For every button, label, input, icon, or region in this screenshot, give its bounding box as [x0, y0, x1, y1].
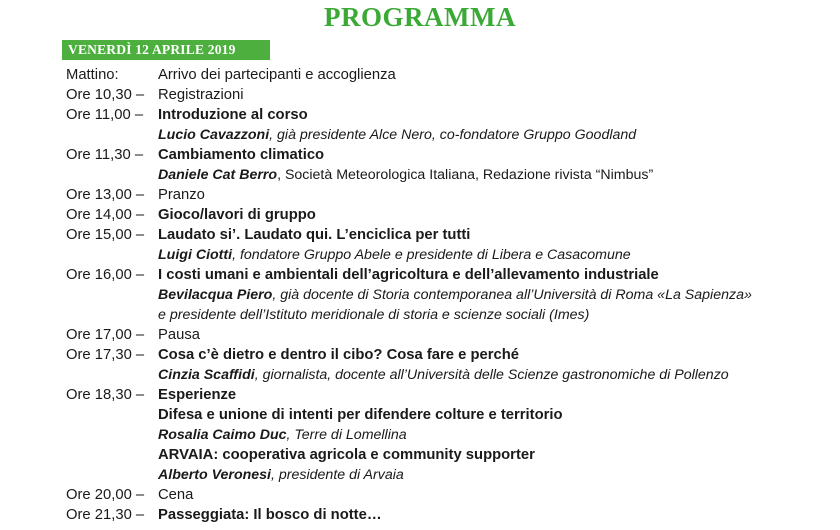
schedule-time: Mattino:: [66, 67, 119, 83]
schedule-row: [66, 65, 836, 85]
page-title: PROGRAMMA: [324, 2, 516, 32]
speaker-line: [158, 285, 752, 305]
speaker-role: , Società Meteorologica Italiana, Redazione rivista “Nimbus”: [277, 167, 654, 183]
speaker-name: Lucio Cavazzoni: [158, 127, 270, 143]
speaker-row: [66, 125, 836, 145]
schedule-event: Pranzo: [158, 187, 205, 203]
speaker-name: Luigi Ciotti: [158, 247, 233, 263]
speaker-row: [66, 285, 836, 305]
schedule-row: [66, 485, 836, 505]
schedule-event: Laudato si’. Laudato qui. L’enciclica per tutti: [158, 227, 471, 243]
schedule-time: Ore 17,30 –: [66, 347, 145, 363]
schedule-time: Ore 17,00 –: [66, 327, 145, 343]
speaker-row: [66, 305, 836, 325]
speaker-role: , Terre di Lomellina: [286, 427, 407, 443]
speaker-row: [66, 465, 836, 485]
speaker-role: e presidente dell’Istituto meridionale di storia e scienze sociali (Imes): [158, 307, 590, 323]
speaker-line: [158, 245, 631, 265]
speaker-row: [66, 365, 836, 385]
schedule-time: Ore 20,00 –: [66, 487, 145, 503]
speaker-row: [66, 165, 836, 185]
speaker-name: Alberto Veronesi: [158, 467, 272, 483]
speaker-line: [158, 165, 653, 185]
schedule-row: [66, 265, 836, 285]
schedule-event: Registrazioni: [158, 87, 244, 103]
schedule-event: Arrivo dei partecipanti e accoglienza: [158, 67, 396, 83]
speaker-row: [66, 245, 836, 265]
day-banner: VENERDÌ 12 APRILE 2019: [62, 40, 270, 60]
speaker-line: [158, 125, 636, 145]
schedule-time: Ore 18,30 –: [66, 387, 145, 403]
schedule-event: Introduzione al corso: [158, 107, 308, 123]
schedule-time: Ore 13,00 –: [66, 187, 145, 203]
schedule-event: Gioco/lavori di gruppo: [158, 207, 316, 223]
speaker-line: [158, 365, 729, 385]
schedule: [66, 65, 836, 525]
schedule-row: [66, 325, 836, 345]
schedule-row: [66, 405, 836, 425]
speaker-name: Cinzia Scaffidi: [158, 367, 255, 383]
schedule-row: [66, 145, 836, 165]
schedule-row: [66, 185, 836, 205]
speaker-role: , giornalista, docente all’Università delle Scienze gastronomiche di Pollenzo: [254, 367, 729, 383]
schedule-time: Ore 11,00 –: [66, 107, 144, 123]
schedule-row: [66, 225, 836, 245]
speaker-name: Bevilacqua Piero: [158, 287, 273, 303]
schedule-time: Ore 16,00 –: [66, 267, 145, 283]
schedule-row: [66, 385, 836, 405]
speaker-line: [158, 425, 407, 445]
schedule-event: Cambiamento climatico: [158, 147, 325, 163]
schedule-time: Ore 15,00 –: [66, 227, 145, 243]
schedule-event: Pausa: [158, 327, 200, 343]
schedule-time: Ore 14,00 –: [66, 207, 145, 223]
speaker-name: Rosalia Caimo Duc: [158, 427, 287, 443]
schedule-event: ARVAIA: cooperativa agricola e community supporter: [158, 447, 535, 463]
schedule-row: [66, 445, 836, 465]
schedule-row: [66, 205, 836, 225]
schedule-event: Passeggiata: Il bosco di notte…: [158, 507, 382, 523]
schedule-row: [66, 345, 836, 365]
speaker-role: , già presidente Alce Nero, co-fondatore Gruppo Goodland: [269, 127, 637, 143]
speaker-role: , fondatore Gruppo Abele e presidente di Libera e Casacomune: [232, 247, 631, 263]
schedule-event: Cosa c’è dietro e dentro il cibo? Cosa fare e perché: [158, 347, 519, 363]
speaker-line: [158, 465, 404, 485]
schedule-row: [66, 505, 836, 525]
speaker-role: , già docente di Storia contemporanea all’Università di Roma «La Sapienza»: [272, 287, 752, 303]
schedule-event: Difesa e unione di intenti per difendere colture e territorio: [158, 407, 563, 423]
speaker-row: [66, 425, 836, 445]
schedule-time: Ore 10,30 –: [66, 87, 145, 103]
schedule-event: I costi umani e ambientali dell’agricoltura e dell’allevamento industriale: [158, 267, 659, 283]
speaker-name: Daniele Cat Berro: [158, 167, 278, 183]
schedule-time: Ore 21,30 –: [66, 507, 145, 523]
schedule-event: Esperienze: [158, 387, 237, 403]
speaker-line: [158, 305, 589, 325]
schedule-event: Cena: [158, 487, 194, 503]
speaker-role: , presidente di Arvaia: [271, 467, 404, 483]
schedule-row: [66, 85, 836, 105]
schedule-row: [66, 105, 836, 125]
schedule-time: Ore 11,30 –: [66, 147, 144, 163]
